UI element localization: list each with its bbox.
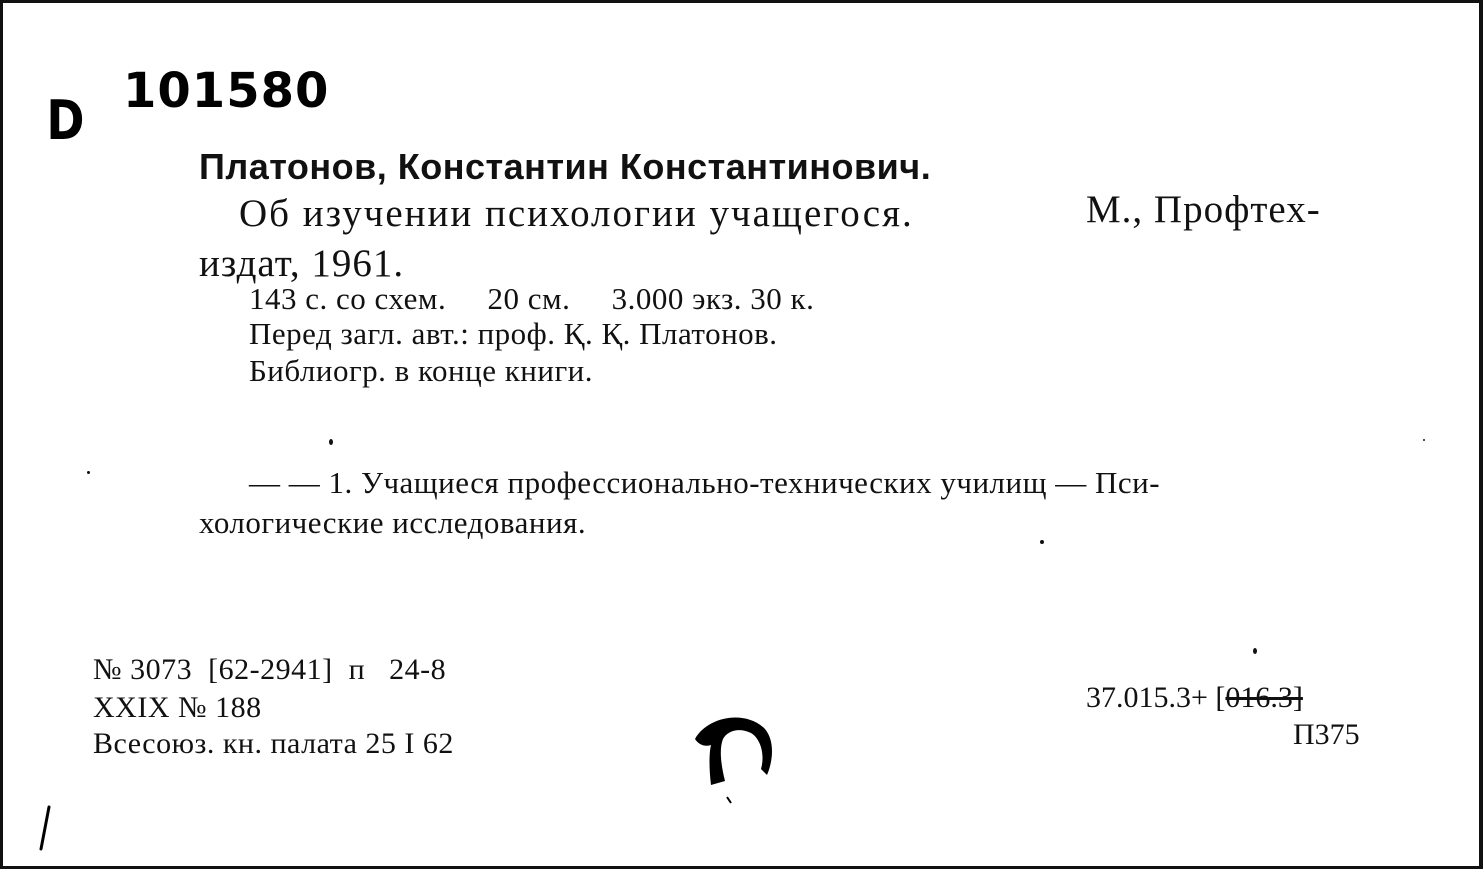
speck bbox=[1423, 439, 1425, 441]
classification-struck: 016.3] bbox=[1225, 681, 1303, 714]
ink-blot-mark bbox=[687, 709, 783, 805]
pencil-mark bbox=[33, 803, 57, 853]
bibliography-note: Библиогр. в конце книги. bbox=[249, 353, 594, 388]
author-note: Перед загл. авт.: проф. Қ. Қ. Платонов. bbox=[249, 316, 778, 351]
imprint-line-1: № 3073 [62-2941] п 24-8 bbox=[93, 653, 447, 686]
call-number: П375 bbox=[1293, 718, 1360, 751]
publisher-year: издат, 1961. bbox=[199, 242, 405, 285]
classification-prefix: 37.015.3+ [ bbox=[1086, 681, 1226, 714]
speck bbox=[1040, 540, 1044, 544]
imprint-line-2: XXIX № 188 bbox=[93, 691, 262, 724]
book-title: Об изучении психологии учащегося. bbox=[239, 192, 914, 235]
speck bbox=[87, 471, 90, 474]
publication-place-publisher: М., Профтех- bbox=[1086, 188, 1321, 231]
subject-heading-line-1: — — 1. Учащиеся профессионально-технических училищ — Пси- bbox=[249, 465, 1161, 500]
imprint-line-3: Всесоюз. кн. палата 25 I 62 bbox=[93, 727, 454, 760]
subject-heading-line-2: хологические исследования. bbox=[199, 505, 587, 540]
speck bbox=[1253, 648, 1257, 654]
classification-number bbox=[1086, 681, 1303, 715]
speck bbox=[329, 439, 333, 445]
collation-line: 143 с. со схем. 20 см. 3.000 экз. 30 к. bbox=[249, 281, 815, 316]
accession-number: 101580 bbox=[123, 63, 330, 119]
author-heading: Платонов, Константин Константинович. bbox=[199, 146, 932, 187]
stamp-letter: D bbox=[46, 89, 85, 152]
